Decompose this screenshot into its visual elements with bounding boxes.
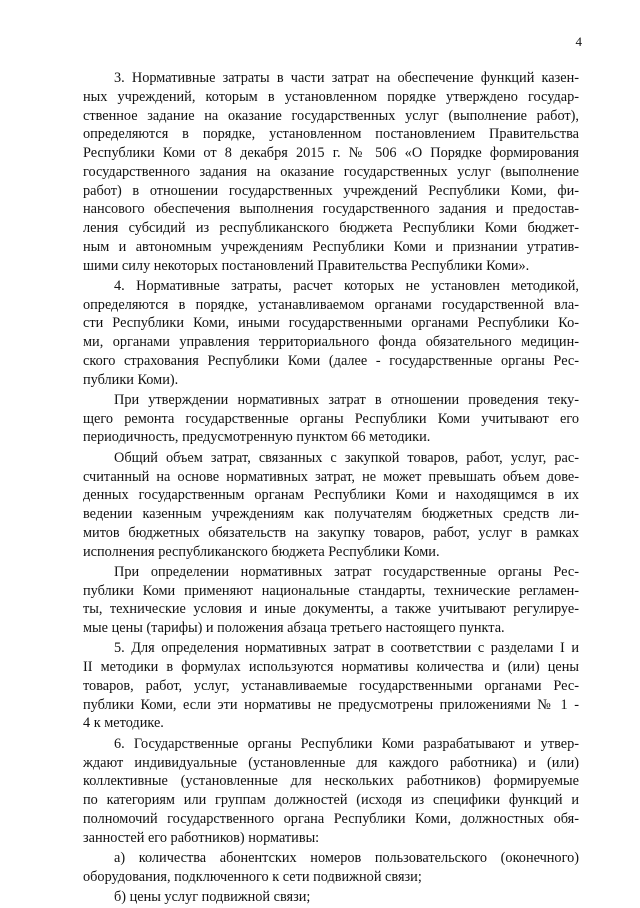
text-line: публики Коми, если эти нормативы не предусмотрены приложениями № 1 - (83, 696, 579, 713)
paragraph (83, 391, 579, 447)
paragraph (83, 69, 579, 275)
text-line: Общий объем затрат, связанных с закупкой товаров, работ, услуг, рас- (114, 449, 579, 466)
paragraph (83, 639, 579, 733)
text-line: полномочий государственного органа Республики Коми, должностных обя- (83, 810, 579, 827)
text-line: оборудования, подключенного к сети подвижной связи; (83, 868, 422, 885)
paragraph (83, 277, 579, 390)
text-line: по категориям или группам должностей (исходя из специфики функций и (83, 792, 579, 809)
text-line: ных учреждений, которым в установленном порядке утверждено государ- (83, 88, 579, 105)
text-line: денных государственным органам Республики Коми и находящимся в их (83, 487, 579, 504)
text-line: ждают индивидуальные (установленные для каждого работника) и (или) (83, 754, 579, 771)
text-line: б) цены услуг подвижной связи; (114, 889, 311, 905)
text-line: При утверждении нормативных затрат в отношении проведения теку- (114, 391, 579, 408)
text-line: II методики в формулах используются нормативы количества и (или) цены (83, 659, 579, 676)
text-line: ственное задание на оказание государственных услуг (выполнение работ), (83, 107, 579, 124)
text-line: ведении казенным учреждениям как получателям бюджетных средств ли- (83, 506, 579, 523)
text-line: 4. Нормативные затраты, расчет которых не установлен методикой, (114, 277, 579, 294)
paragraph (83, 849, 579, 887)
text-line: а) количества абонентских номеров пользовательского (оконечного) (114, 849, 579, 866)
document-body (83, 69, 579, 908)
text-line: коллективные (установленные для нескольких работников) формируемые (83, 773, 579, 790)
paragraph (83, 563, 579, 638)
text-line: ты, технические условия и иные документы, а также учитывают регулируе- (83, 601, 579, 618)
text-line: ным и автономным учреждениям Республики Коми и признании утратив- (83, 238, 579, 255)
text-line: 6. Государственные органы Республики Коми разрабатывают и утвер- (114, 735, 579, 752)
text-line: 5. Для определения нормативных затрат в соответствии с разделами I и (114, 640, 579, 657)
text-line: мые цены (тарифы) и положения абзаца третьего настоящего пункта. (83, 620, 505, 637)
paragraph (83, 735, 579, 848)
text-line: шими силу некоторых постановлений Правительства Республики Коми». (83, 257, 530, 274)
text-line: исполнения республиканского бюджета Республики Коми. (83, 543, 440, 560)
text-line: ми, органами управления территориального фонда обязательного медицин- (83, 334, 579, 351)
text-line: Республики Коми от 8 декабря 2015 г. № 506 «О Порядке формирования (83, 145, 579, 161)
text-line: определяются в порядке, устанавливаемом органами государственной вла- (83, 296, 579, 313)
text-line: считанный на основе нормативных затрат, не может превышать объем дове- (83, 468, 579, 485)
text-line: митов бюджетных обязательств на закупку товаров, работ, услуг в рамках (83, 524, 579, 541)
text-line: публики Коми применяют национальные стандарты, технические регламен- (83, 582, 579, 599)
text-line: 3. Нормативные затраты в части затрат на обеспечение функций казен- (114, 70, 579, 86)
text-line: щего ремонта государственные органы Республики Коми учитывают его (83, 410, 579, 427)
text-line: периодичность, предусмотренную пунктом 66 методики. (83, 429, 431, 446)
text-line: государственного задания на оказание государственных услуг (выполнение (83, 163, 579, 180)
text-line: 4 к методике. (83, 715, 164, 732)
text-line: определяются в порядке, установленном постановлением Правительства (83, 126, 579, 143)
text-line: занностей его работников) нормативы: (83, 829, 320, 846)
paragraph (83, 888, 579, 907)
text-line: нансового обеспечения выполнения государственного задания и предостав- (83, 201, 579, 218)
text-line: сти Республики Коми, иными государственными органами Республики Ко- (83, 315, 579, 332)
text-line: работ) в отношении государственных учреждений Республики Коми, фи- (83, 182, 579, 199)
page-number: 4 (575, 34, 582, 49)
text-line: публики Коми). (83, 371, 179, 388)
text-line: При определении нормативных затрат государственные органы Рес- (114, 563, 579, 580)
paragraph (83, 449, 579, 562)
text-line: ления субсидий из республиканского бюджета Республики Коми бюджет- (83, 220, 579, 236)
text-line: товаров, работ, услуг, устанавливаемые государственными органами Рес- (83, 677, 579, 694)
text-line: ского страхования Республики Коми (далее - государственные органы Рес- (83, 352, 579, 369)
